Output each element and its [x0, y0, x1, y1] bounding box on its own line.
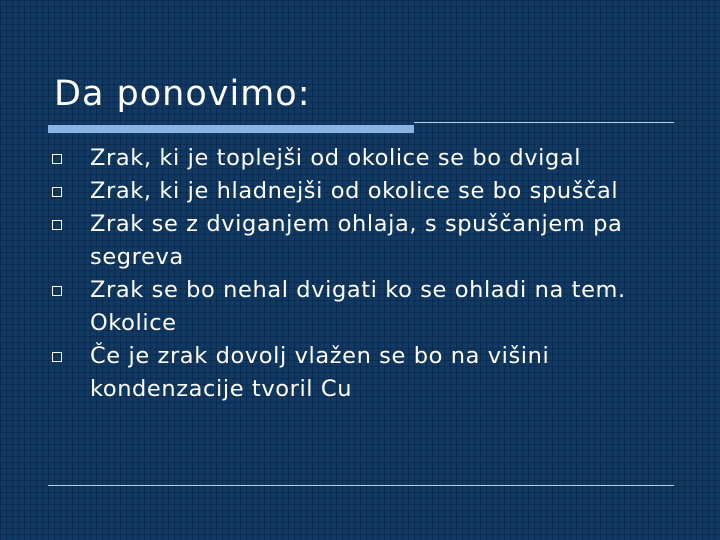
title-underline [48, 122, 674, 132]
title-underline-thin-line [414, 122, 674, 123]
hollow-square-bullet-icon [52, 352, 62, 362]
hollow-square-bullet-icon [52, 286, 62, 296]
hollow-square-bullet-icon [52, 187, 62, 197]
bullet-list [52, 142, 672, 406]
bullet-text: Zrak se z dviganjem ohlaja, s spuščanjem pa segreva [90, 211, 623, 270]
slide-title: Da ponovimo: [54, 74, 311, 114]
bullet-text: Zrak se bo nehal dvigati ko se ohladi na tem. Okolice [90, 277, 626, 336]
bullet-item [52, 142, 672, 175]
bullet-item [52, 208, 672, 274]
bullet-text: Če je zrak dovolj vlažen se bo na višini kondenzacije tvoril Cu [90, 343, 550, 402]
footer-rule [48, 485, 674, 486]
bullet-text: Zrak, ki je toplejši od okolice se bo dvigal [90, 145, 582, 171]
hollow-square-bullet-icon [52, 154, 62, 164]
bullet-item [52, 175, 672, 208]
hollow-square-bullet-icon [52, 220, 62, 230]
bullet-text: Zrak, ki je hladnejši od okolice se bo spuščal [90, 178, 619, 204]
bullet-item [52, 340, 672, 406]
title-underline-thick-bar [48, 125, 414, 133]
bullet-item [52, 274, 672, 340]
